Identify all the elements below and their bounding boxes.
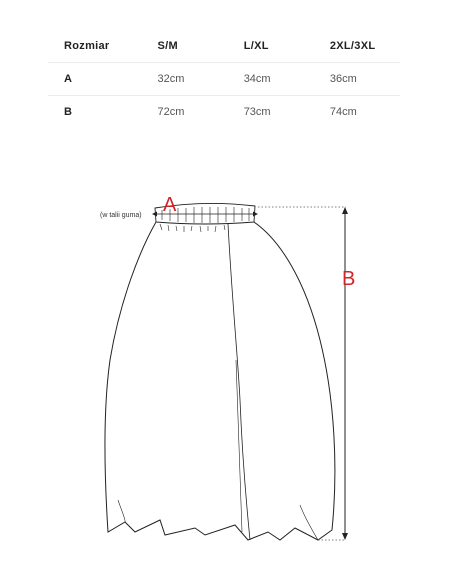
wrap-panel-line [228, 224, 250, 540]
waist-note: (w talii guma) [100, 212, 142, 219]
row-label-b: B [64, 106, 72, 118]
measure-a-arrow-right [253, 212, 258, 217]
table-row [48, 96, 400, 128]
pleat-marks [160, 224, 225, 232]
hem-fold-left [118, 500, 125, 522]
measure-b-arrow-bottom [342, 533, 348, 540]
row-label-a: A [64, 73, 72, 85]
cell-a-2xl3xl: 36cm [329, 73, 357, 85]
size-table [48, 30, 400, 128]
table-row [48, 63, 400, 96]
cell-a-lxl: 34cm [243, 73, 271, 85]
cell-b-lxl: 73cm [243, 106, 271, 118]
header-sm: S/M [157, 40, 178, 52]
measure-label-b: B [342, 268, 356, 290]
cell-b-sm: 72cm [157, 106, 185, 118]
skirt-outline [105, 222, 335, 540]
header-lxl: L/XL [243, 40, 269, 52]
header-size: Rozmiar [64, 40, 110, 52]
skirt-drawing [0, 180, 452, 584]
size-table-header [48, 30, 400, 63]
measure-label-a: A [163, 194, 177, 216]
skirt-diagram [0, 180, 452, 584]
header-2xl3xl: 2XL/3XL [329, 40, 376, 52]
measure-a-arrow-left [152, 212, 157, 217]
cell-a-sm: 32cm [157, 73, 185, 85]
cell-b-2xl3xl: 74cm [329, 106, 357, 118]
measure-b-arrow-top [342, 207, 348, 214]
